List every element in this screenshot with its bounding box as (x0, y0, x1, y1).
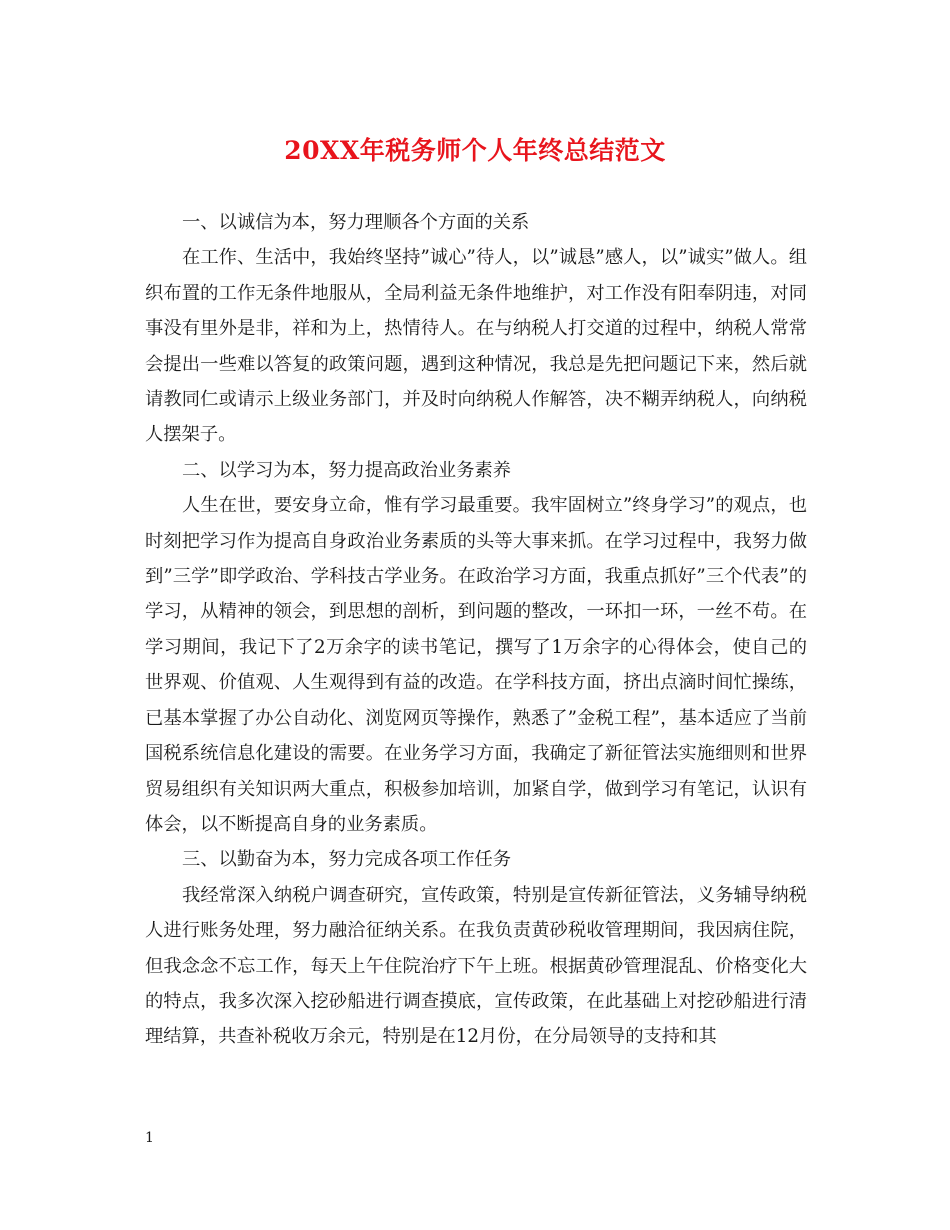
section-heading-2: 二、以学习为本，努力提高政治业务素养 (182, 459, 512, 481)
paragraph-3: 我经常深入纳税户调查研究，宣传政策，特别是宣传新征管法，义务辅导纳税人进行账务处理，努力融洽征纳关系。在我负责黄砂税收管理期间，我因病住院，但我念念不忘工作，每天上午住院治疗下午上班。根据黄砂管理混乱、价格变化大的特点，我多次深入挖砂船进行调查摸底，宣传政策，在此基础上对挖砂船进行清理结算，共查补税收万余元，特别是在12月份，在分局领导的支持和其 (145, 884, 807, 1048)
page-number: 1 (145, 1130, 154, 1146)
document-title: 20XX年税务师个人年终总结范文 (284, 136, 666, 165)
paragraph-1: 在工作、生活中，我始终坚持”诚心”待人，以”诚恳”感人，以”诚实”做人。组织布置的工作无条件地服从，全局利益无条件地维护，对工作没有阳奉阴违，对同事没有里外是非，祥和为上，热情待人。在与纳税人打交道的过程中，纳税人常常会提出一些难以答复的政策问题，遇到这种情况，我总是先把问题记下来，然后就请教同仁或请示上级业务部门，并及时向纳税人作解答，决不糊弄纳税人，向纳税人摆架子。 (145, 247, 807, 446)
section-heading-3: 三、以勤奋为本，努力完成各项工作任务 (182, 849, 512, 871)
document-body (145, 205, 807, 1055)
paragraph-2: 人生在世，要安身立命，惟有学习最重要。我牢固树立”终身学习”的观点，也时刻把学习作为提高自身政治业务素质的头等大事来抓。在学习过程中，我努力做到”三学”即学政治、学科技古学业务。在政治学习方面，我重点抓好”三个代表”的学习，从精神的领会，到思想的剖析，到问题的整改，一环扣一环，一丝不苟。在学习期间，我记下了2万余字的读书笔记，撰写了1万余字的心得体会，使自己的世界观、价值观、人生观得到有益的改造。在学科技方面，挤出点滴时间忙操练，已基本掌握了办公自动化、浏览网页等操作，熟悉了”金税工程”，基本适应了当前国税系统信息化建设的需要。在业务学习方面，我确定了新征管法实施细则和世界贸易组织有关知识两大重点，积极参加培训，加紧自学，做到学习有笔记，认识有体会，以不断提高自身的业务素质。 (145, 495, 807, 835)
section-heading-1: 一、以诚信为本，努力理顺各个方面的关系 (182, 212, 530, 233)
